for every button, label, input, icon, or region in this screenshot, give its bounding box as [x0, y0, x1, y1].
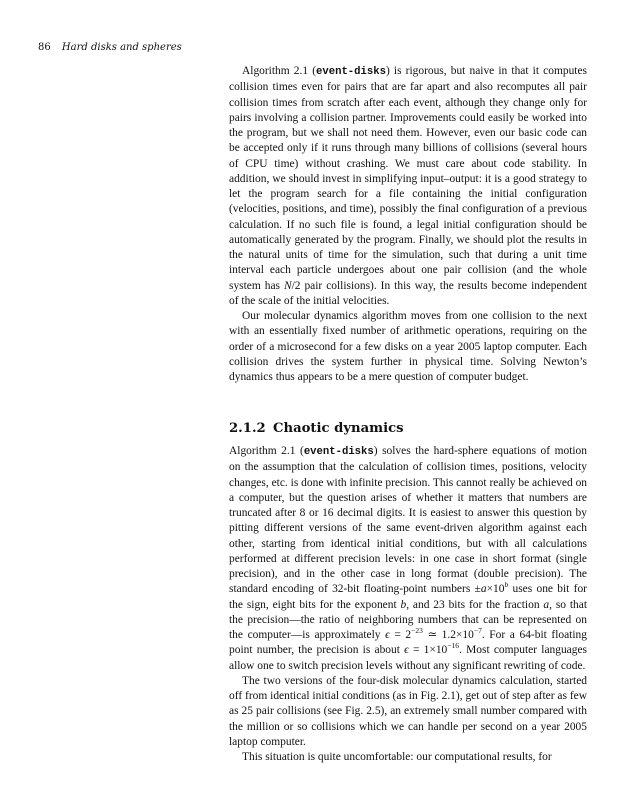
math-exponent: b [504, 580, 509, 590]
text-run: . For a 64-bit floating point number, the precision is about [229, 629, 587, 657]
text-run: uses one bit for the sign, eight bits for the exponent [229, 583, 587, 611]
running-head [38, 42, 182, 53]
text-run: , and 23 bits for the fraction [406, 598, 544, 611]
math-var: b [400, 598, 407, 611]
text-run: Algorithm 2.1 ( [229, 445, 304, 457]
paragraph: The two versions of the four-disk molecular dynamics calculation, started off from identical initial conditions (as in Fig. 2.1), get out of step after as few as 25 pair collisions (see Fig. 2.5), an extremely small number compared with the million or so collisions which we can handle per second on a year 2005 laptop computer. [229, 674, 587, 748]
text-run: = 1×10 [408, 644, 448, 657]
math-var: N [283, 279, 292, 292]
math-var: ϵ [404, 644, 409, 657]
section-number: 2.1.2 [229, 421, 266, 436]
math-exponent: −7 [473, 626, 482, 636]
paragraph: This situation is quite uncomfortable: our computational results, for [242, 751, 552, 763]
body-text-bottom [229, 444, 587, 765]
paragraph [229, 444, 587, 674]
text-run: . Most computer languages allow one to switch precision levels without any significant rewriting of code. [229, 644, 587, 672]
code-ref: event-disks [303, 446, 374, 458]
text-run: ) solves the hard-sphere equations of motion on the assumption that the calculation of collision times, positions, velocity changes, etc. is done with infinite precision. This cannot really be achieved on a computer, but the question arises of whether it matters that numbers are truncated after 8 or 16 decimal digits. It is easiest to answer this question by pitting different versions of the same event-driven algorithm against each other, starting from identical initial conditions, but with all calculations performed at different precision levels: in one case in short format (single precision), and in the other case in long format (double precision). The standard encoding of 32-bit floating-point numbers ± [229, 445, 587, 596]
paragraph: Our molecular dynamics algorithm moves from one collision to the next with an essentially fixed number of arithmetic operations, requiring on the order of a microsecond for a few disks on a year 2005 laptop computer. Each collision drives the system further in physical time. Solving Newton’s dynamics thus appears to be a mere question of computer budget. [229, 310, 587, 383]
text-run: ) is rigorous, but naive in that it computes collision times even for pairs that are far apart and also recomputes all pair collision times from scratch after each event, although they change only for pairs involving a collision partner. Improvements could easily be worked into the program, but we shall not need them. However, even our basic code can be accepted only if it runs through many billions of collisions (several hours of CPU time) without crashing. We must care about code stability. In addition, we should invest in simplifying input–output: it is a good strategy to let the program search for a file containing the initial configuration (velocities, positions, and time), possibly the final configuration of a previous calculation. If no such file is found, a legal initial configuration should be automatically generated by the program. Finally, we should plot the results in the natural units of time for the simulation, such that during a unit time interval each particle undergoes about one pair collision (and the whole system has [229, 65, 587, 292]
math-exponent: −16 [447, 641, 460, 651]
text-run: , so that the precision—the ratio of neighboring numbers that can be represented on the computer—is approximately [229, 598, 587, 641]
math-var: a [480, 583, 487, 596]
math-exponent: −23 [411, 626, 423, 636]
section-heading [229, 421, 587, 436]
text-run: ×10 [486, 583, 505, 596]
body-text-top [229, 64, 587, 385]
math-var: ϵ [385, 629, 390, 641]
math-var: a [543, 598, 550, 611]
code-ref: event-disks [316, 66, 386, 78]
text-run: Algorithm 2.1 ( [242, 65, 317, 77]
page-number: 86 [38, 42, 51, 53]
text-run: /2 pair collisions). In this way, the results become independent of the scale of the initial velocities. [229, 279, 587, 307]
section-title: Chaotic dynamics [273, 421, 404, 436]
paragraph [229, 64, 587, 309]
text-run: ≃ 1.2×10 [422, 629, 474, 641]
text-run: = 2 [389, 629, 412, 641]
chapter-title: Hard disks and spheres [61, 42, 182, 53]
